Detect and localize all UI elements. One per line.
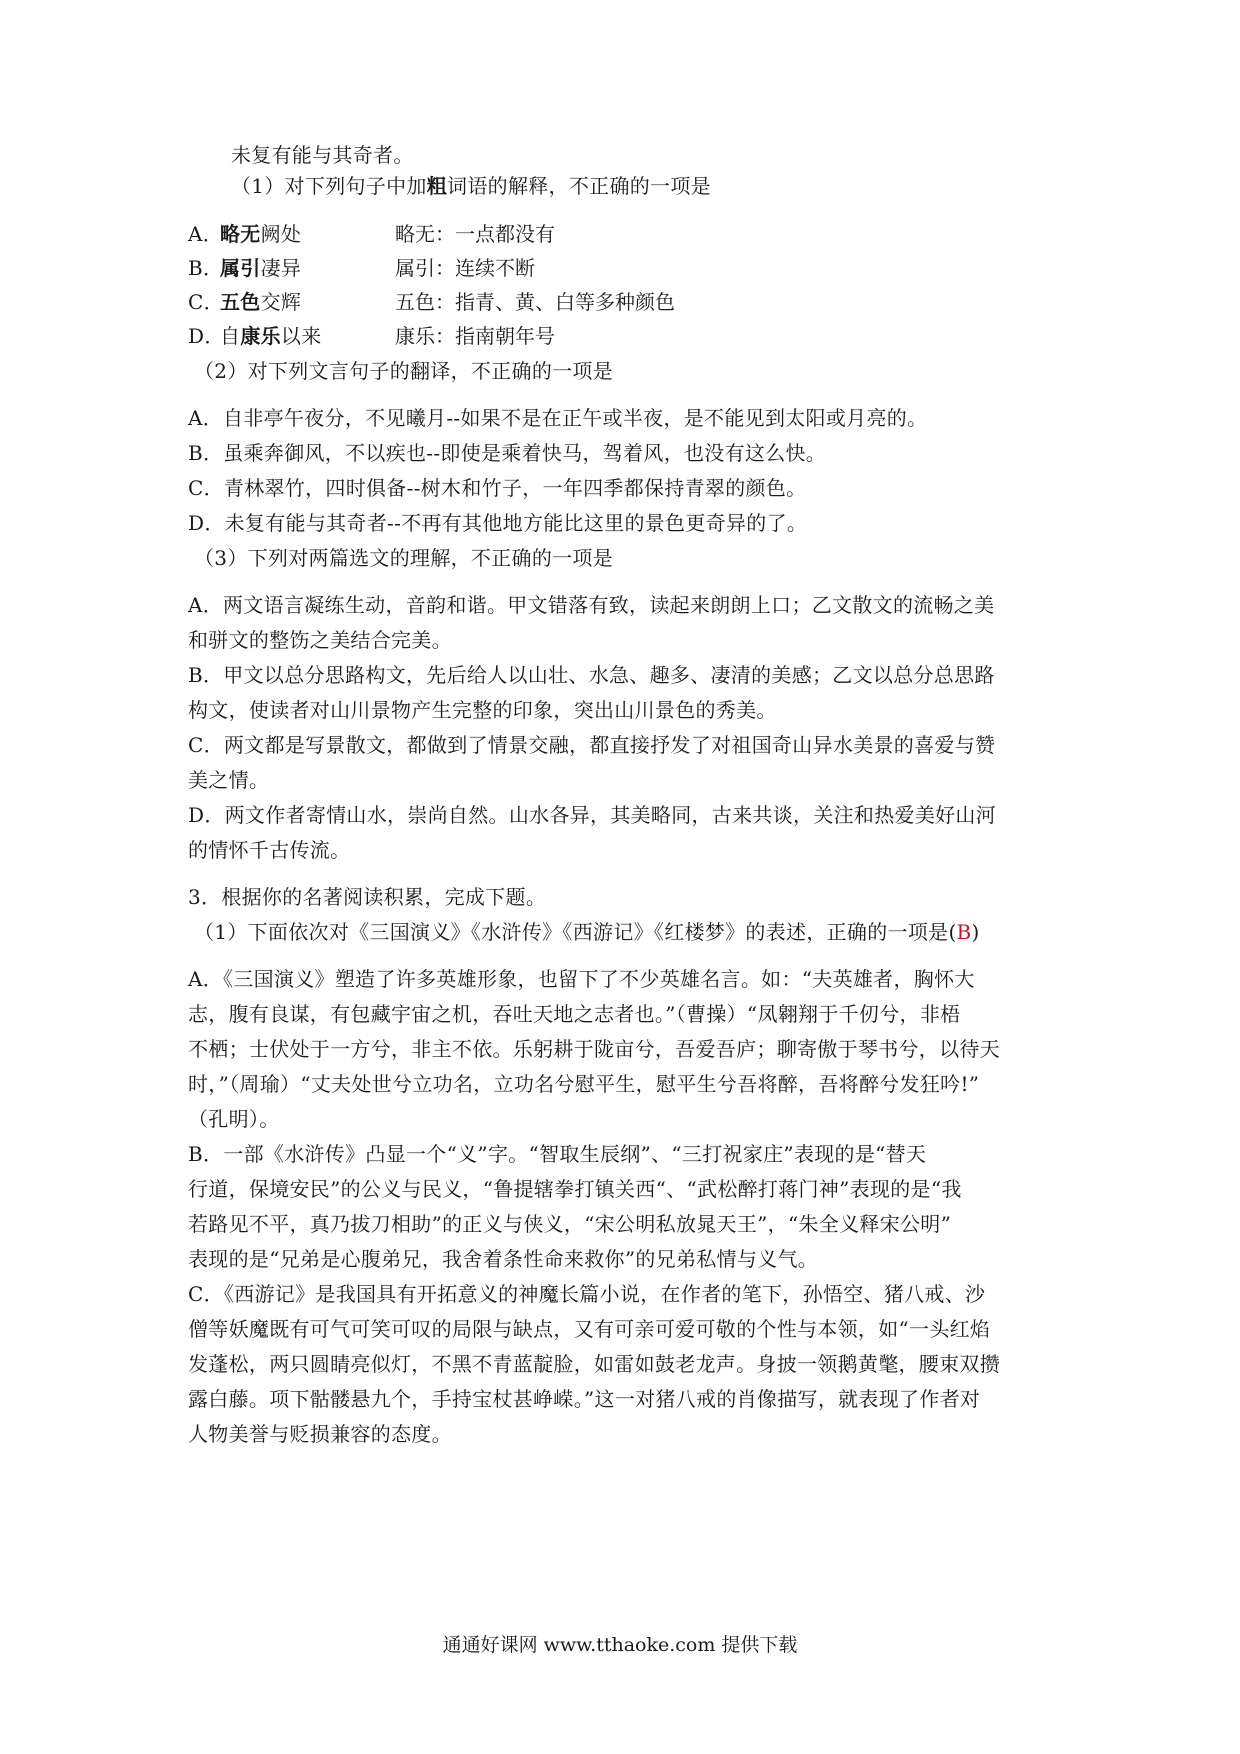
q3-option-a-line1: A．两文语言凝练生动，音韵和谐。甲文错落有致，读起来朗朗上口；乙文散文的流畅之美 (188, 593, 995, 617)
q3-option-c-line2: 美之情。 (188, 768, 270, 792)
q3-option-d-line2: 的情怀千古传流。 (188, 838, 351, 862)
q3-option-d-line1: D．两文作者寄情山水，崇尚自然。山水各异，其美略同，古来共谈，关注和热爱美好山河 (188, 803, 997, 827)
answer-open: ( (948, 920, 957, 944)
answer-close: ) (971, 920, 980, 944)
option-text-post: 以来 (280, 324, 322, 348)
s3-option-c-line4: 露白藤。项下骷髅悬九个，手持宝杖甚峥嵘。”这一对猪八戒的肖像描写，就表现了作者对 (188, 1387, 981, 1411)
q3-option-c-line1: C．两文都是写景散文，都做到了情景交融，都直接抒发了对祖国奇山异水美景的喜爱与赞 (188, 733, 996, 757)
option-text-pre: 自 (220, 324, 241, 348)
q1-gloss-b: 属引：连续不断 (395, 256, 535, 280)
s3-option-c-line5: 人物美誉与贬损兼容的态度。 (188, 1422, 452, 1446)
page-footer: 通通好课网 www.tthaoke.com 提供下载 (442, 1634, 798, 1656)
option-label: C． (188, 290, 224, 314)
section3-heading: 3．根据你的名著阅读积累，完成下题。 (188, 885, 547, 909)
q3-option-b-line2: 构文，使读者对山川景物产生完整的印象，突出山川景色的秀美。 (188, 698, 777, 722)
q1-option-c (188, 288, 301, 316)
option-label: D． (188, 324, 225, 348)
s3-option-c-line1: C．《西游记》是我国具有开拓意义的神魔长篇小说，在作者的笔下，孙悟空、猪八戒、沙 (188, 1282, 986, 1306)
q1-gloss-d: 康乐：指南朝年号 (395, 324, 555, 348)
option-bold-term: 属引 (220, 256, 261, 280)
q2-option-d: D．未复有能与其奇者--不再有其他地方能比这里的景色更奇异的了。 (188, 511, 808, 535)
q2-option-a: A．自非亭午夜分，不见曦月--如果不是在正午或半夜，是不能见到太阳或月亮的。 (188, 406, 928, 430)
answer-mark: B (956, 920, 972, 944)
section3-q1-prompt (194, 918, 980, 946)
option-bold-term: 五色 (220, 290, 261, 314)
option-bold-term: 康乐 (240, 324, 281, 348)
q1-option-a (188, 220, 301, 248)
q3-option-a-line2: 和骈文的整饬之美结合完美。 (188, 628, 452, 652)
q2-option-b: B．虽乘奔御风，不以疾也--即使是乘着快马，驾着风，也没有这么快。 (188, 441, 827, 465)
s3-option-a-line5: （孔明）。 (188, 1107, 280, 1131)
q1-gloss-a: 略无：一点都没有 (395, 222, 555, 246)
q3-prompt: （3）下列对两篇选文的理解，不正确的一项是 (194, 546, 614, 570)
option-text-post: 凄异 (260, 256, 302, 280)
s3-option-a-line4: 时，”（周瑜）“丈夫处世兮立功名，立功名兮慰平生，慰平生兮吾将醉，吾将醉兮发狂吟!” (188, 1072, 980, 1096)
q2-prompt: （2）对下列文言句子的翻译，不正确的一项是 (194, 359, 614, 383)
option-label: B． (188, 256, 224, 280)
q1-prompt-bold: 粗 (426, 174, 448, 198)
q1-prompt-post: 词语的解释，不正确的一项是 (447, 174, 711, 198)
s3-option-c-line2: 僧等妖魔既有可气可笑可叹的局限与缺点，又有可亲可爱可敬的个性与本领，如“一头红焰 (188, 1317, 991, 1341)
s3-option-b-line3: 若路见不平，真乃拔刀相助”的正义与侠义，“宋公明私放晁天王”，“朱全义释宋公明” (188, 1212, 952, 1236)
q1-option-b (188, 254, 301, 282)
q1-option-d (188, 322, 322, 350)
option-bold-term: 略无 (220, 222, 261, 246)
passage-tail: 未复有能与其奇者。 (231, 143, 414, 167)
s3-option-b-line2: 行道，保境安民”的公义与民义，“鲁提辖拳打镇关西“、“武松醉打蒋门神”表现的是“我 (188, 1177, 962, 1201)
option-text-post: 阙处 (260, 222, 302, 246)
option-label: A． (188, 222, 224, 246)
s3-option-c-line3: 发蓬松，两只圆睛亮似灯，不黑不青蓝靛脸，如雷如鼓老龙声。身披一领鹅黄氅，腰束双攒 (188, 1352, 1000, 1376)
q1-prompt-pre: （1）对下列句子中加 (231, 174, 427, 198)
q1-prompt (231, 172, 711, 200)
s3-option-a-line3: 不栖；士伏处于一方兮，非主不依。乐躬耕于陇亩兮，吾爱吾庐；聊寄傲于琴书兮，以待天 (188, 1037, 1000, 1061)
s3-option-a-line2: 志，腹有良谋，有包藏宇宙之机，吞吐天地之志者也。”（曹操）“凤翱翔于千仞兮，非梧 (188, 1002, 961, 1026)
s3-option-b-line4: 表现的是“兄弟是心腹弟兄，我舍着条性命来救你”的兄弟私情与义气。 (188, 1247, 819, 1271)
section3-q1-prompt-text: （1）下面依次对《三国演义》《水浒传》《西游记》《红楼梦》的表述，正确的一项是 (194, 920, 949, 944)
q1-gloss-c: 五色：指青、黄、白等多种颜色 (395, 290, 675, 314)
s3-option-b-line1: B．一部《水浒传》凸显一个“义”字。“智取生辰纲”、“三打祝家庄”表现的是“替天 (188, 1142, 927, 1166)
q2-option-c: C．青林翠竹，四时俱备--树木和竹子，一年四季都保持青翠的颜色。 (188, 476, 807, 500)
option-text-post: 交辉 (260, 290, 302, 314)
s3-option-a-line1: A．《三国演义》塑造了许多英雄形象，也留下了不少英雄名言。如：“夫英雄者，胸怀大 (188, 967, 975, 991)
q3-option-b-line1: B．甲文以总分思路构文，先后给人以山壮、水急、趣多、凄清的美感；乙文以总分总思路 (188, 663, 995, 687)
